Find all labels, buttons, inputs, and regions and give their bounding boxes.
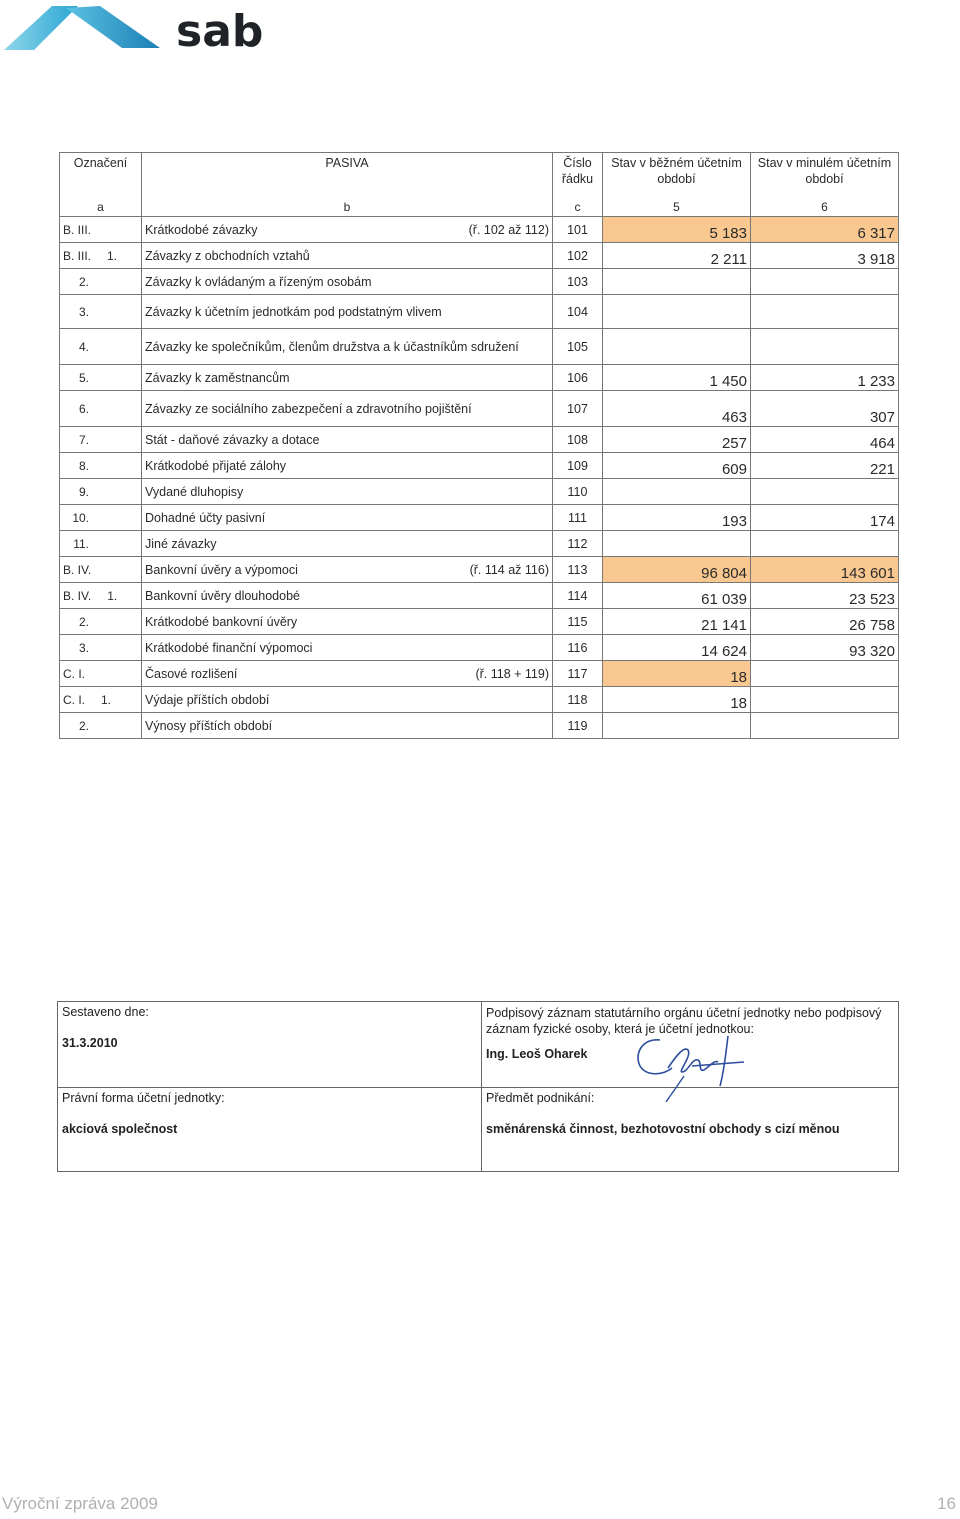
header-minule-obdobi: Stav v minulém účetním období [751,153,899,199]
row-number: 113 [553,557,603,583]
row-current-value [603,531,751,557]
row-code-section: B. IV. [63,562,92,577]
row-code [60,609,142,635]
row-label: Krátkodobé přijaté zálohy [145,458,287,473]
row-code [60,243,142,269]
row-code-number: 3. [78,640,89,655]
row-previous-value: 143 601 [751,557,899,583]
row-code [60,329,142,365]
row-code [60,531,142,557]
row-code-number: 9. [78,484,89,499]
table-row [60,217,899,243]
row-current-value: 96 804 [603,557,751,583]
row-current-value: 14 624 [603,635,751,661]
row-previous-value [751,713,899,739]
table-row [60,583,899,609]
row-description [142,243,553,269]
logo-text: sab [176,6,264,57]
row-previous-value: 464 [751,427,899,453]
row-label: Vydané dluhopisy [145,484,244,499]
pravni-forma-label: Právní forma účetní jednotky: [62,1091,225,1105]
row-previous-value: 174 [751,505,899,531]
row-description [142,427,553,453]
row-previous-value: 93 320 [751,635,899,661]
predmet-cell [482,1088,899,1172]
row-code-number: 8. [78,458,89,473]
row-label: Závazky z obchodních vztahů [145,248,310,263]
table-header-row [60,153,899,199]
row-current-value: 18 [603,687,751,713]
header-pasiva: PASIVA [142,153,553,199]
table-row [60,479,899,505]
footer-page-number: 16 [937,1494,956,1513]
row-description [142,635,553,661]
row-current-value [603,479,751,505]
row-description [142,453,553,479]
table-row [60,329,899,365]
row-description [142,661,553,687]
table-row [60,391,899,427]
predmet-label: Předmět podnikání: [486,1091,595,1105]
row-label: Bankovní úvěry a výpomoci [145,562,298,577]
row-code-section: B. III. [63,222,92,237]
row-code-number: 3. [78,304,89,319]
row-current-value: 21 141 [603,609,751,635]
footer-report-title: Výroční zpráva 2009 [2,1494,158,1513]
row-previous-value [751,687,899,713]
row-current-value: 1 450 [603,365,751,391]
table-body [60,217,899,739]
row-code-number: 1. [107,248,118,263]
row-previous-value: 6 317 [751,217,899,243]
row-description [142,687,553,713]
row-code [60,217,142,243]
row-description [142,269,553,295]
table-row [60,609,899,635]
row-previous-value: 23 523 [751,583,899,609]
row-label: Závazky k zaměstnancům [145,370,290,385]
row-description [142,365,553,391]
row-number: 118 [553,687,603,713]
row-label: Závazky ke společníkům, členům družstva a k účastníkům sdružení [145,339,519,354]
row-current-value: 193 [603,505,751,531]
letter-cell: b [142,199,553,217]
row-number: 111 [553,505,603,531]
row-reference: (ř. 114 až 116) [469,562,549,577]
row-previous-value [751,295,899,329]
row-code-number: 10. [72,510,89,525]
table-row [60,687,899,713]
signature-box [57,1001,899,1172]
row-code [60,295,142,329]
row-description [142,713,553,739]
row-current-value: 5 183 [603,217,751,243]
table-letters-row [60,199,899,217]
letter-cell: c [553,199,603,217]
table-row [60,453,899,479]
row-previous-value: 1 233 [751,365,899,391]
podpis-label: Podpisový záznam statutárního orgánu účetní jednotky nebo podpisový záznam fyzické osoby, která je účetní jednotkou: [486,1006,882,1036]
predmet-value: směnárenská činnost, bezhotovostní obchody s cizí měnou [486,1122,840,1136]
row-description [142,479,553,505]
row-code-number: 4. [78,339,89,354]
row-number: 115 [553,609,603,635]
row-label: Výnosy příštích období [145,718,273,733]
row-previous-value [751,269,899,295]
table-row [60,269,899,295]
row-number: 103 [553,269,603,295]
row-code-section: B. III. [63,248,92,263]
row-description [142,583,553,609]
row-code-number: 2. [78,718,89,733]
table-row [60,505,899,531]
company-logo [4,2,264,58]
row-current-value [603,329,751,365]
row-previous-value [751,479,899,505]
row-label: Krátkodobé závazky [145,222,258,237]
row-current-value [603,269,751,295]
row-number: 119 [553,713,603,739]
letter-cell: a [60,199,142,217]
row-reference: (ř. 102 až 112) [468,222,549,237]
row-code [60,505,142,531]
row-number: 101 [553,217,603,243]
row-number: 110 [553,479,603,505]
row-code [60,713,142,739]
podpis-cell [482,1002,899,1088]
row-previous-value: 307 [751,391,899,427]
row-number: 102 [553,243,603,269]
row-current-value: 61 039 [603,583,751,609]
row-code-number: 5. [78,370,89,385]
table-row [60,365,899,391]
row-code-number: 11. [73,536,89,551]
table-row [60,243,899,269]
sestaveno-cell [58,1002,482,1088]
row-code-section: C. I. [63,692,86,707]
row-description [142,391,553,427]
row-label: Časové rozlišení [145,666,238,681]
logo-mark-icon [4,2,164,54]
row-current-value: 18 [603,661,751,687]
row-label: Jiné závazky [145,536,217,551]
letter-cell: 5 [603,199,751,217]
header-oznaceni: Označení [60,153,142,199]
row-previous-value: 221 [751,453,899,479]
row-number: 116 [553,635,603,661]
row-description [142,217,553,243]
row-label: Stát - daňové závazky a dotace [145,432,320,447]
pravni-forma-cell [58,1088,482,1172]
row-code-number: 2. [78,274,89,289]
pravni-forma-value: akciová společnost [62,1122,178,1136]
table-row [60,635,899,661]
table-row [60,661,899,687]
row-current-value [603,295,751,329]
row-previous-value [751,661,899,687]
row-label: Bankovní úvěry dlouhodobé [145,588,300,603]
row-previous-value: 26 758 [751,609,899,635]
header-bezne-obdobi: Stav v běžném účetním období [603,153,751,199]
podpis-name: Ing. Leoš Oharek [486,1047,588,1061]
row-code [60,269,142,295]
row-label: Závazky k účetním jednotkám pod podstatným vlivem [145,304,442,319]
row-code [60,479,142,505]
row-code-section: C. I. [63,666,86,681]
table-row [60,713,899,739]
row-number: 107 [553,391,603,427]
row-description [142,557,553,583]
row-number: 114 [553,583,603,609]
row-code-section: B. IV. [63,588,92,603]
table-row [60,295,899,329]
row-label: Výdaje příštích období [145,692,270,707]
row-number: 117 [553,661,603,687]
row-description [142,329,553,365]
row-previous-value: 3 918 [751,243,899,269]
row-current-value: 257 [603,427,751,453]
row-current-value [603,713,751,739]
row-number: 108 [553,427,603,453]
row-code [60,365,142,391]
row-code-number: 1. [101,692,112,707]
row-label: Závazky k ovládaným a řízeným osobám [145,274,372,289]
row-number: 105 [553,329,603,365]
letter-cell: 6 [751,199,899,217]
row-code [60,427,142,453]
row-number: 109 [553,453,603,479]
row-reference: (ř. 118 + 119) [475,666,549,681]
row-number: 112 [553,531,603,557]
table-row [60,427,899,453]
row-description [142,531,553,557]
table-row [60,531,899,557]
row-previous-value [751,329,899,365]
row-code-number: 2. [78,614,89,629]
row-label: Dohadné účty pasivní [145,510,266,525]
row-code [60,635,142,661]
row-code [60,687,142,713]
row-current-value: 2 211 [603,243,751,269]
table-row [60,557,899,583]
row-code [60,391,142,427]
sestaveno-label: Sestaveno dne: [62,1005,149,1019]
row-description [142,505,553,531]
row-code [60,583,142,609]
row-number: 104 [553,295,603,329]
row-label: Krátkodobé finanční výpomoci [145,640,313,655]
row-current-value: 463 [603,391,751,427]
row-label: Krátkodobé bankovní úvěry [145,614,298,629]
row-description [142,609,553,635]
row-code-number: 6. [78,401,89,416]
row-description [142,295,553,329]
sestaveno-value: 31.3.2010 [62,1036,118,1050]
liabilities-table [59,152,899,739]
row-code [60,453,142,479]
row-current-value: 609 [603,453,751,479]
header-cislo-radku: Číslo řádku [553,153,603,199]
row-previous-value [751,531,899,557]
row-code-number: 1. [107,588,118,603]
row-label: Závazky ze sociálního zabezpečení a zdravotního pojištění [145,401,472,416]
row-code-number: 7. [78,432,89,447]
row-code [60,661,142,687]
row-code [60,557,142,583]
row-number: 106 [553,365,603,391]
